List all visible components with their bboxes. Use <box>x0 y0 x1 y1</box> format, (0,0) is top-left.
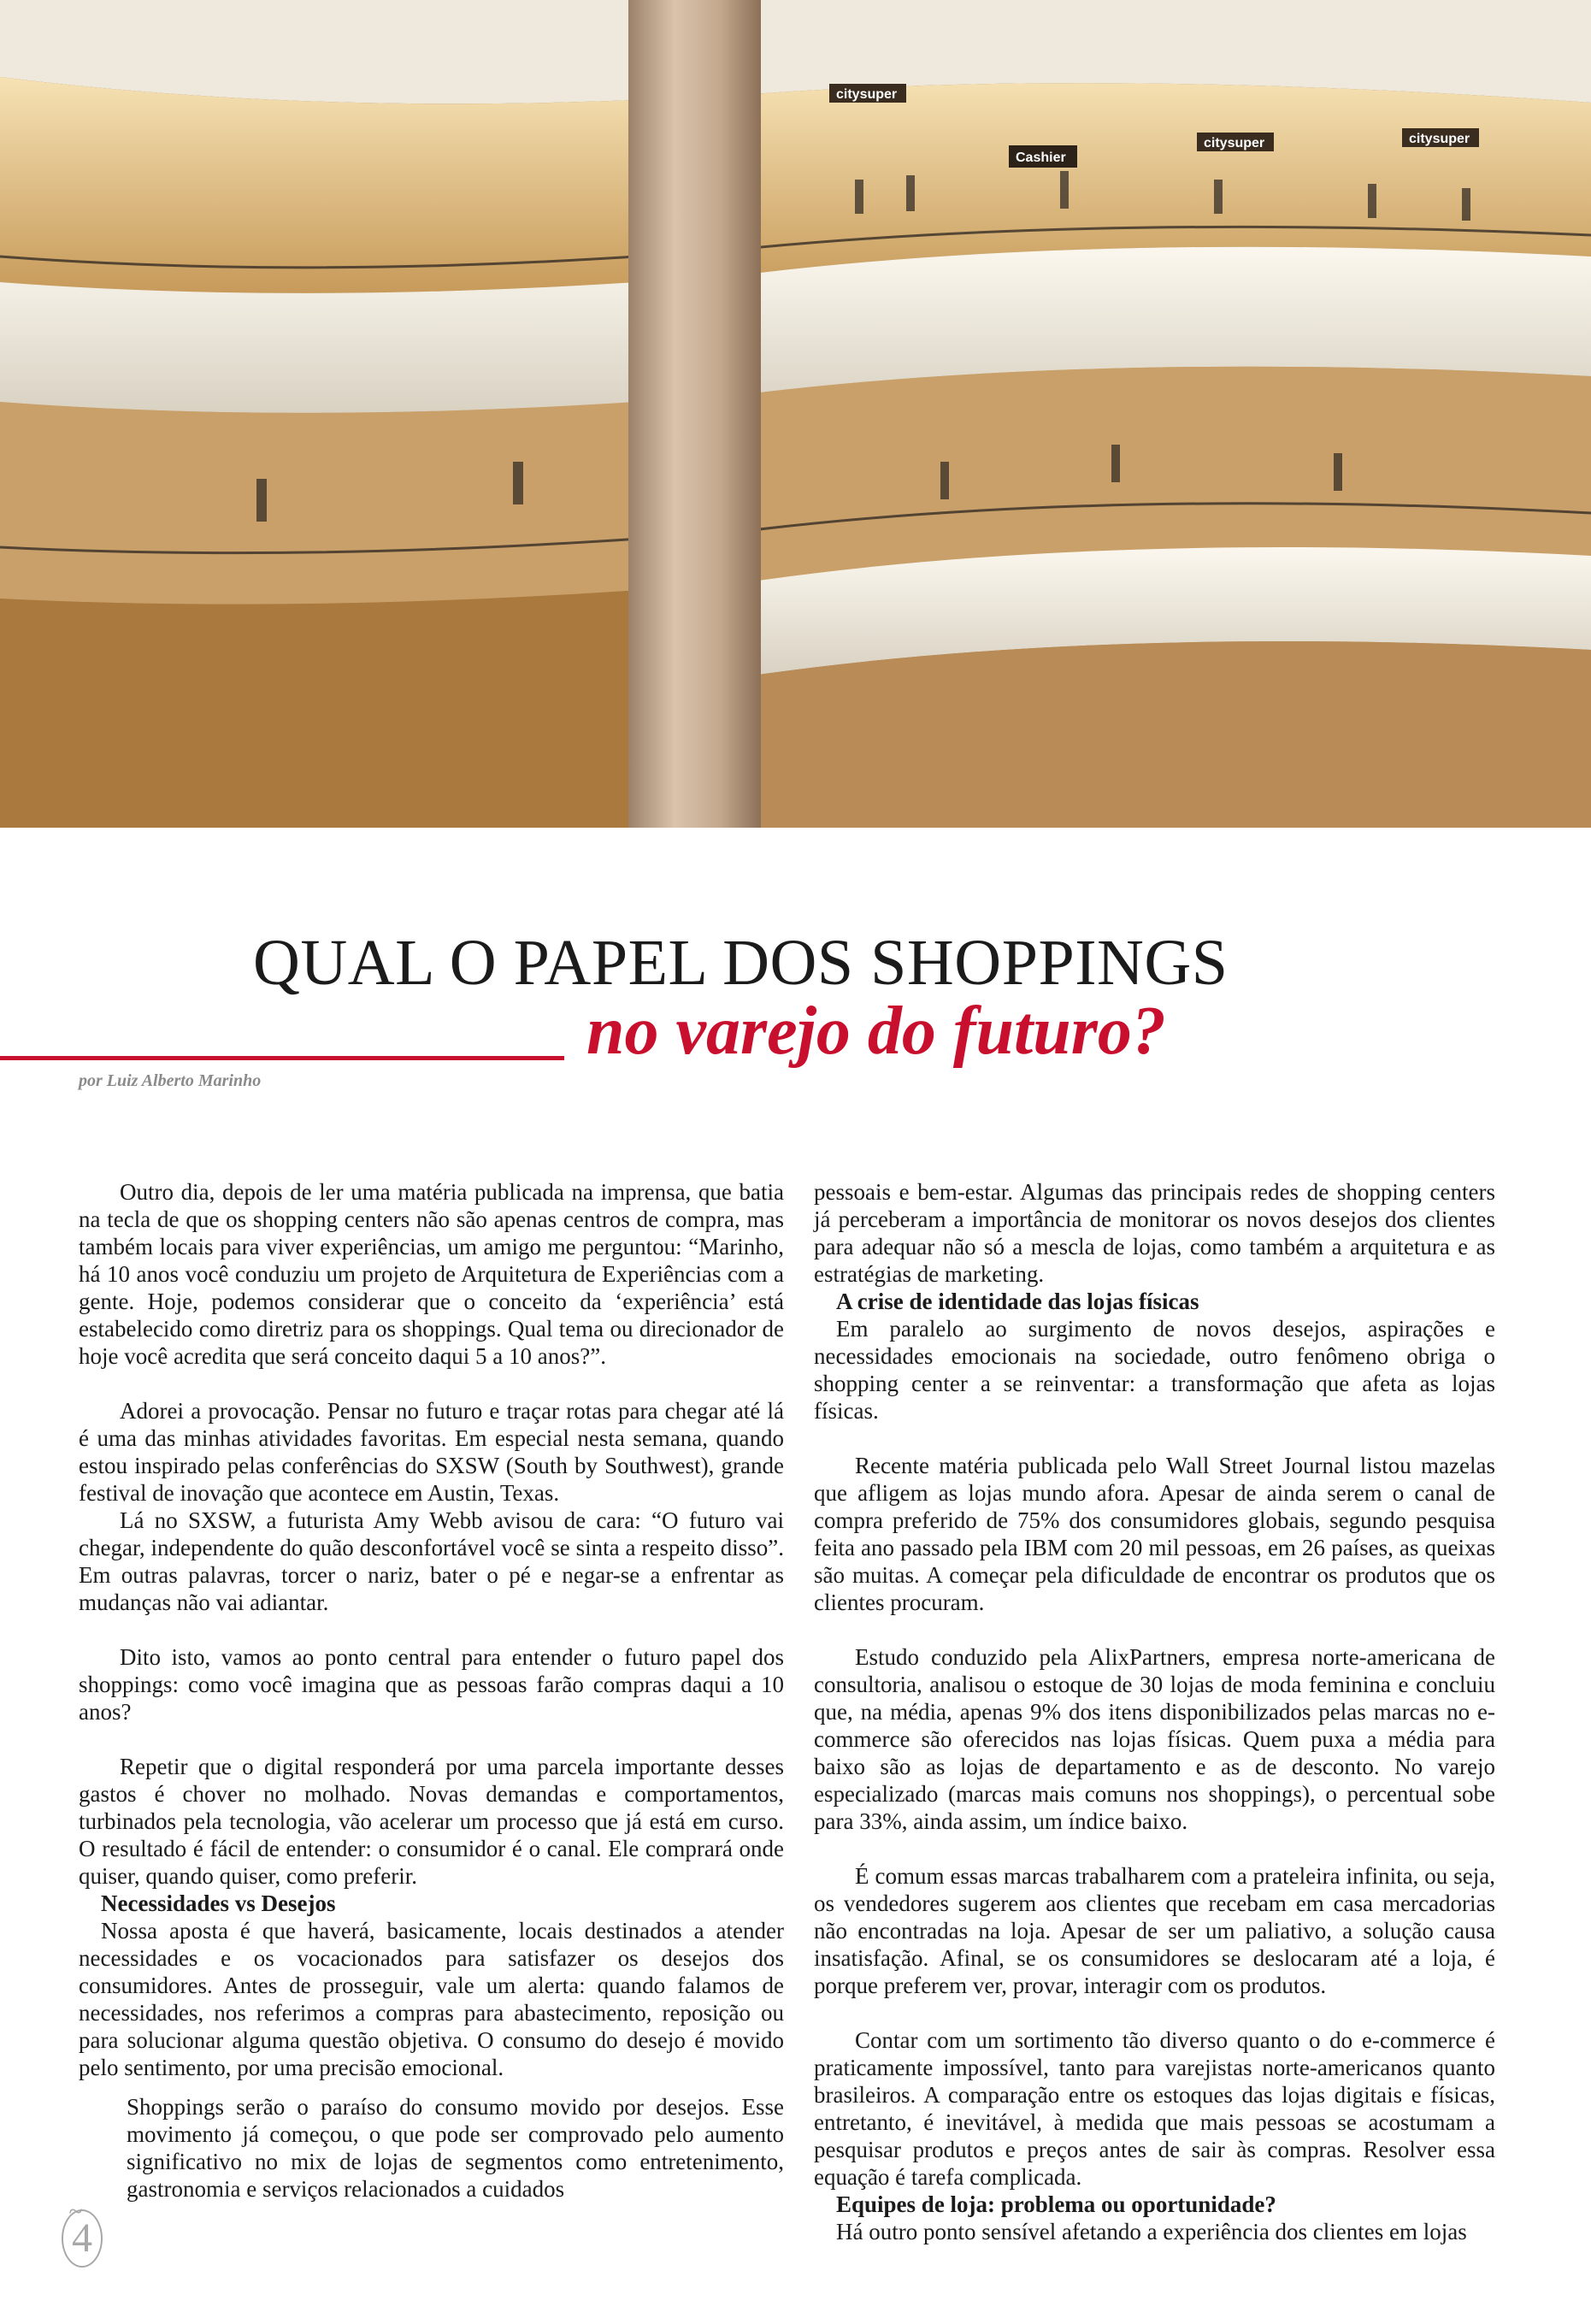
paragraph: Há outro ponto sensível afetando a experiência dos clientes em lojas <box>836 2219 1467 2244</box>
swirl-ornament-icon: ~ <box>68 2197 83 2226</box>
article-subtitle: no varejo do futuro? <box>586 994 1166 1069</box>
paragraph: Em paralelo ao surgimento de novos desejos, aspirações e necessidades emocionais na sociedade, outro fenômeno obriga o shopping center a se reinventar: a transformação que afeta as lojas físicas. <box>814 1316 1495 1424</box>
paragraph: Lá no SXSW, a futurista Amy Webb avisou de cara: “O futuro vai chegar, independente do quão desconfortável você se sinta a respeito disso”. Em outras palavras, torcer o nariz, bater o pé e negar-se a enfrentar as mudanças não vai adiantar. <box>79 1507 784 1615</box>
paragraph: Contar com um sortimento tão diverso quanto o do e-commerce é praticamente impossível, tanto para varejistas norte-americanos quanto brasileiros. A comparação entre os estoques das lojas digitais e físicas, entretanto, é inevitável, à medida que mais pessoas se acostumam a pesquisar produtos e preços antes de sair às compras. Resolver essa equação é tarefa complicada. <box>814 2027 1495 2190</box>
section-heading: A crise de identidade das lojas físicas <box>836 1289 1199 1314</box>
paragraph: pessoais e bem-estar. Algumas das principais redes de shopping centers já perceberam a importância de monitorar os novos desejos dos clientes para adequar não só a mescla de lojas, como também a arquitetura e as estratégias de marketing. <box>814 1179 1495 1287</box>
sign-citysuper-3: citysuper <box>1409 132 1470 146</box>
hero-photo <box>0 0 1591 828</box>
paragraph: Recente matéria publicada pelo Wall Street Journal listou mazelas que afligem as lojas mundo afora. Apesar de ainda serem o canal de compra preferido de 75% dos consumidores globais, segundo pesquisa feita ano passado pela IBM com 20 mil pessoas, em 26 países, as queixas são muitas. A começar pela dificuldade de encontrar os produtos que os clientes procuram. <box>814 1453 1495 1615</box>
paragraph: Outro dia, depois de ler uma matéria publicada na imprensa, que batia na tecla de que os shopping centers não são apenas centros de compra, mas também locais para viver experiências, um amigo me perguntou: “Marinho, há 10 anos você conduziu um projeto de Arquitetura de Experiências com a gente. Hoje, podemos considerar que o conceito da ‘experiência’ está estabelecido como diretriz para os shoppings. Qual tema ou direcionador de hoje você acredita que será conceito daqui 5 a 10 anos?”. <box>79 1179 784 1369</box>
sign-cashier: Cashier <box>1016 150 1066 165</box>
page-number-value: 4 <box>62 2209 103 2268</box>
paragraph: Estudo conduzido pela AlixPartners, empresa norte-americana de consultoria, analisou o estoque de 30 lojas de moda feminina e concluiu que, na média, apenas 9% dos itens disponibilizados pelas marcas no e-commerce são oferecidos nas lojas físicas. Quem puxa a média para baixo são as lojas de departamento e as de desconto. No varejo especializado (marcas mais comuns nos shoppings), o percentual sobe para 33%, ainda assim, um índice baixo. <box>814 1644 1495 1834</box>
paragraph: É comum essas marcas trabalharem com a prateleira infinita, ou seja, os vendedores sugerem aos clientes que recebam em casa mercadorias não encontradas na loja. Apesar de ser um paliativo, a solução causa insatisfação. Afinal, se os consumidores se deslocaram até a loja, é porque preferem ver, provar, interagir com os produtos. <box>814 1863 1495 1998</box>
right-column <box>814 1178 1495 2245</box>
article-title: QUAL O PAPEL DOS SHOPPINGS <box>253 927 1229 999</box>
sign-citysuper-1: citysuper <box>836 87 898 102</box>
section-heading: Necessidades vs Desejos <box>101 1890 336 1916</box>
paragraph: Shoppings serão o paraíso do consumo movido por desejos. Esse movimento já começou, o que pode ser comprovado pelo aumento significativo no mix de lojas de segmentos como entretenimento, gastronomia e serviços relacionados a cuidados <box>127 2094 784 2202</box>
paragraph: Adorei a provocação. Pensar no futuro e traçar rotas para chegar até lá é uma das minhas atividades favoritas. Em especial nesta semana, quando estou inspirado pelas conferências do SXSW (South by Southwest), grande festival de inovação que acontece em Austin, Texas. <box>79 1398 784 1506</box>
paragraph: Dito isto, vamos ao ponto central para entender o futuro papel dos shoppings: como você imagina que as pessoas farão compras daqui a 10 anos? <box>79 1644 784 1725</box>
paragraph: Nossa aposta é que haverá, basicamente, locais destinados a atender necessidades e os vocacionados para satisfazer os desejos dos consumidores. Antes de prosseguir, vale um alerta: quando falamos de necessidades, nos referimos a compras para abastecimento, reposição ou para solucionar alguma questão objetiva. O consumo do desejo é movido pelo sentimento, por uma precisão emocional. <box>79 1918 784 2080</box>
page-number <box>62 2197 106 2266</box>
left-column <box>79 1178 784 2203</box>
title-rule <box>0 1056 564 1060</box>
sign-citysuper-2: citysuper <box>1204 136 1265 150</box>
section-heading: Equipes de loja: problema ou oportunidade? <box>836 2191 1276 2217</box>
author-byline: por Luiz Alberto Marinho <box>79 1071 262 1090</box>
mall-atrium-photo <box>0 0 1591 828</box>
paragraph: Repetir que o digital responderá por uma parcela importante desses gastos é chover no molhado. Novas demandas e comportamentos, turbinados pela tecnologia, vão acelerar um processo que já está em curso. O resultado é fácil de entender: o consumidor é o canal. Ele comprará onde quiser, quando quiser, como preferir. <box>79 1754 784 1889</box>
